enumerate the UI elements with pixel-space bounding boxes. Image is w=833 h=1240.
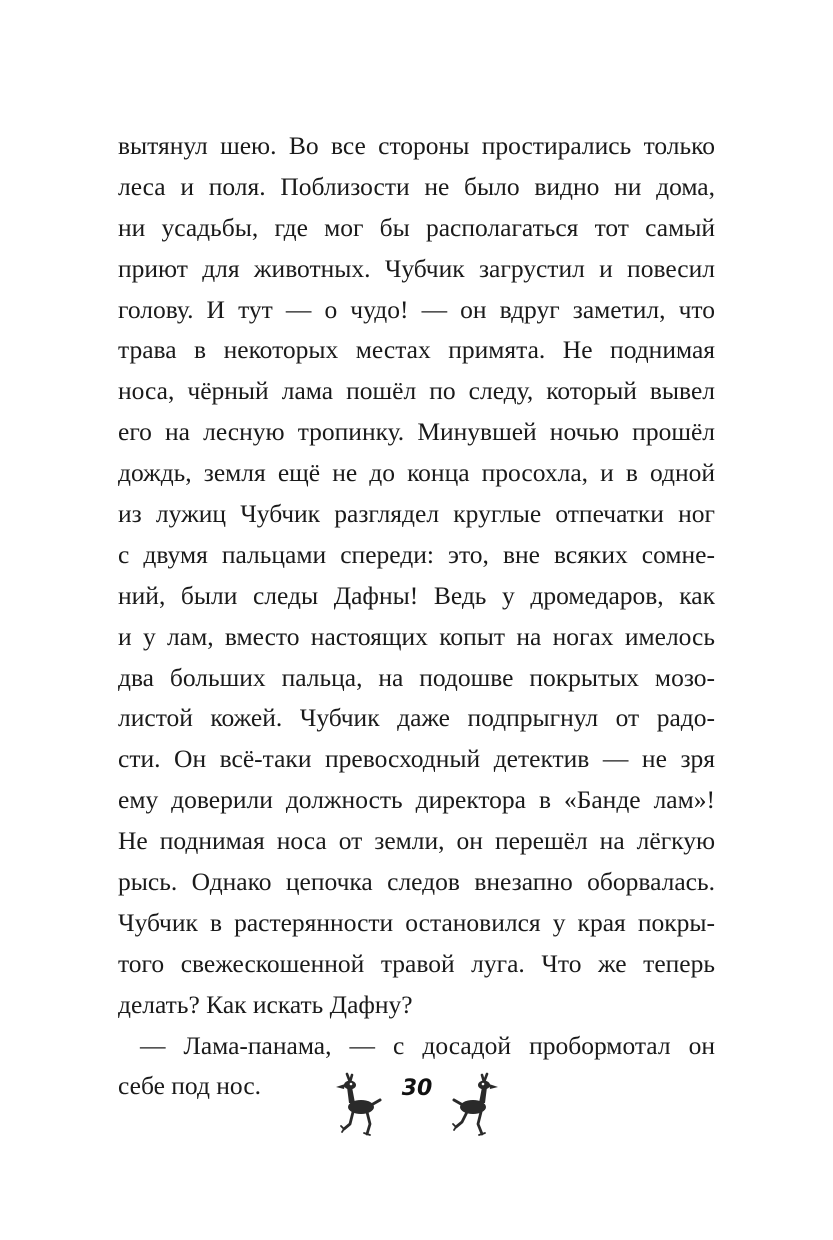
text-line: делать? Как искать Дафну? (118, 989, 413, 1019)
text-line: ни усадьбы, где мог бы располагаться тот самый (118, 212, 715, 242)
text-line: носа, чёрный лама пошёл по следу, который вывел (118, 376, 715, 406)
text-line: Чубчик в растерянности остановился у края покры- (118, 907, 715, 937)
text-line: и у лам, вместо настоящих копыт на ногах имелось (118, 621, 715, 651)
text-line: сти. Он всё-таки превосходный детектив — не зря (118, 744, 715, 774)
dialogue-line: — Лама-панама, — с досадой пробормотал он (140, 1030, 715, 1060)
text-line: ему доверили должность директора в «Банде лам»! (118, 785, 715, 815)
text-line: дождь, земля ещё не до конца просохла, и в одной (118, 458, 715, 488)
text-line: Не поднимая носа от земли, он перешёл на лёгкую (118, 826, 715, 856)
text-line: ний, были следы Дафны! Ведь у дромедаров, как (118, 580, 715, 610)
text-line: себе под нос. (118, 1071, 262, 1101)
text-line: приют для животных. Чубчик загрустил и повесил (118, 253, 715, 283)
llama-icon (330, 1072, 392, 1138)
text-line: вытянул шею. Во все стороны простирались только (118, 131, 715, 160)
text-line: того свежескошенной травой луга. Что же теперь (118, 948, 715, 978)
text-line: леса и поля. Поблизости не было видно ни дома, (118, 171, 715, 201)
llama-icon (442, 1072, 504, 1138)
page-number: 30 (401, 1076, 433, 1101)
text-line: из лужиц Чубчик разглядел круглые отпечатки ног (118, 499, 715, 529)
text-line: два больших пальца, на подошве покрытых мозо- (118, 662, 715, 692)
text-line: рысь. Однако цепочка следов внезапно оборвалась. (118, 867, 715, 897)
text-line: трава в некоторых местах примята. Не поднимая (118, 335, 715, 365)
text-line: его на лесную тропинку. Минувшей ночью прошёл (118, 417, 715, 447)
page-footer (0, 1070, 833, 1140)
text-line: с двумя пальцами спереди: это, вне всяких сомне- (118, 539, 715, 569)
text-line: голову. И тут — о чудо! — он вдруг заметил, что (118, 294, 715, 324)
body-text (118, 126, 715, 1107)
text-line: листой кожей. Чубчик даже подпрыгнул от радо- (118, 703, 715, 733)
